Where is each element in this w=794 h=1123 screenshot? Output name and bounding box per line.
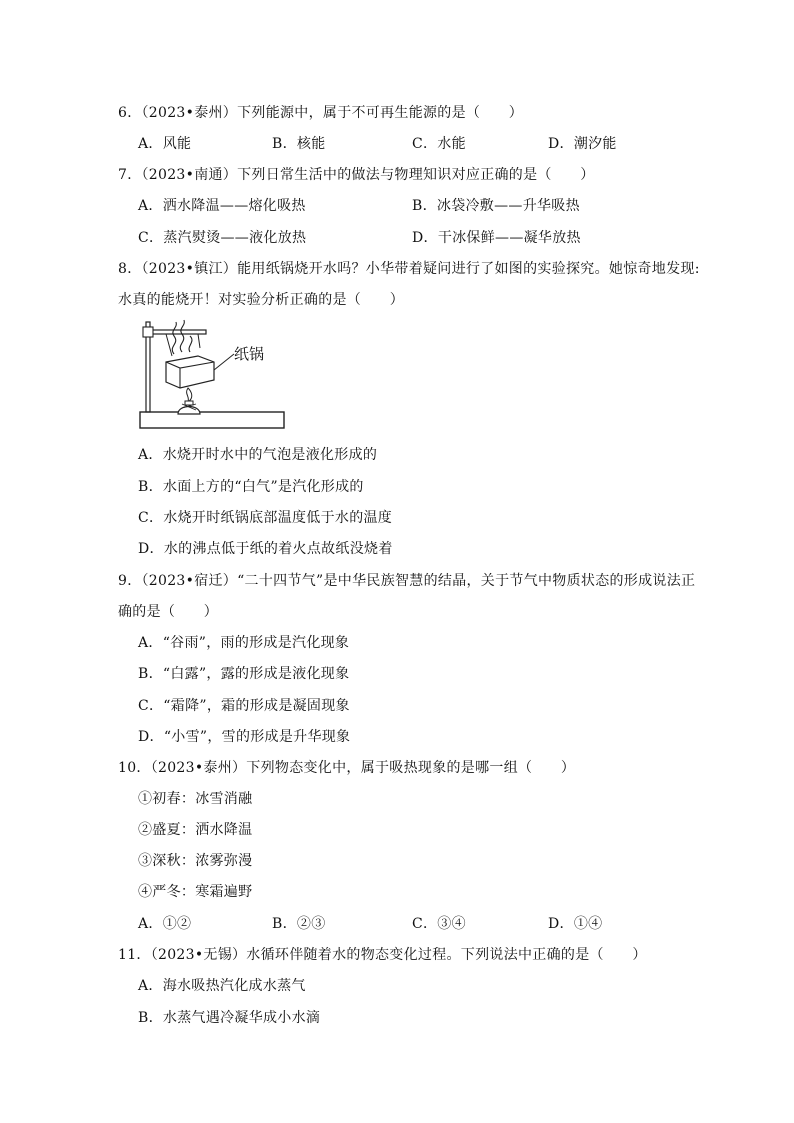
q9-option-a[interactable]: A．“谷雨”，雨的形成是汽化现象 [138,635,350,651]
q10-option-b[interactable]: B．②③ [272,916,326,932]
q8-option-a[interactable]: A．水烧开时水中的气泡是液化形成的 [138,447,378,463]
q10-item-2: ②盛夏：洒水降温 [138,822,253,838]
q11-option-a[interactable]: A．海水吸热汽化成水蒸气 [138,978,306,994]
q7-option-c[interactable]: C．蒸汽熨烫——液化放热 [138,230,307,246]
question-9-stem-line2: 确的是（ ） [118,604,219,620]
q9-option-d[interactable]: D．“小雪”，雪的形成是升华现象 [138,729,351,745]
q7-option-d[interactable]: D．干冰保鲜——凝华放热 [412,230,581,246]
q9-option-c[interactable]: C．“霜降”，霜的形成是凝固现象 [138,698,350,714]
q10-item-1: ①初春：冰雪消融 [138,791,253,807]
q9-option-b[interactable]: B．“白露”，露的形成是液化现象 [138,666,350,682]
q11-option-b[interactable]: B．水蒸气遇冷凝华成小水滴 [138,1010,321,1026]
q8-option-c[interactable]: C．水烧开时纸锅底部温度低于水的温度 [138,510,393,526]
paper-pot-label: 纸锅 [234,345,265,363]
paper-pot-experiment-figure [138,318,288,436]
q7-option-b[interactable]: B．冰袋冷敷——升华吸热 [412,198,580,214]
q10-item-3: ③深秋：浓雾弥漫 [138,853,253,869]
question-7-stem: 7．（2023•南通）下列日常生活中的做法与物理知识对应正确的是（ ） [118,167,595,183]
q10-option-d[interactable]: D．①④ [548,916,603,932]
q8-option-d[interactable]: D．水的沸点低于纸的着火点故纸没烧着 [138,541,393,557]
q10-item-4: ④严冬：寒霜遍野 [138,884,253,900]
q10-option-c[interactable]: C．③④ [412,916,466,932]
q7-option-a[interactable]: A．洒水降温——熔化吸热 [138,198,306,214]
q6-option-b[interactable]: B．核能 [272,136,326,152]
question-10-stem: 10．（2023•泰州）下列物态变化中，属于吸热现象的是哪一组（ ） [118,760,576,776]
q8-option-b[interactable]: B．水面上方的“白气”是汽化形成的 [138,479,364,495]
question-11-stem: 11．（2023•无锡）水循环伴随着水的物态变化过程。下列说法中正确的是（ ） [118,947,647,963]
q10-option-a[interactable]: A．①② [138,916,192,932]
question-9-stem-line1: 9．（2023•宿迁）“二十四节气”是中华民族智慧的结晶，关于节气中物质状态的形成说法正 [118,573,696,589]
q6-option-c[interactable]: C．水能 [412,136,466,152]
q6-option-d[interactable]: D．潮汐能 [548,136,617,152]
q6-option-a[interactable]: A．风能 [138,136,192,152]
question-8-stem-line2: 水真的能烧开！对实验分析正确的是（ ） [118,292,404,308]
question-6-stem: 6．（2023•泰州）下列能源中，属于不可再生能源的是（ ） [118,105,524,121]
question-8-stem-line1: 8．（2023•镇江）能用纸锅烧开水吗？小华带着疑问进行了如图的实验探究。她惊奇地发现: [118,261,700,277]
